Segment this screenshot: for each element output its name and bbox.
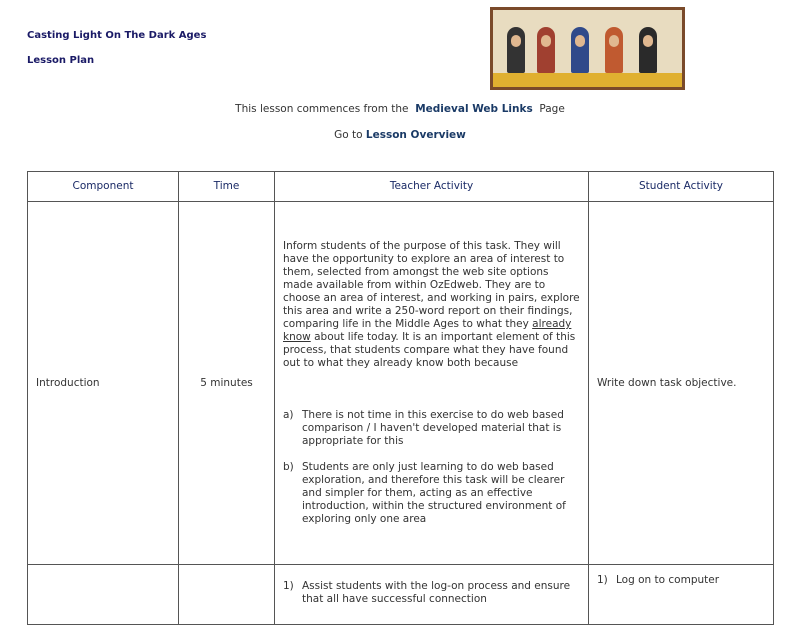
list-marker: 1) [597, 574, 608, 586]
teacher-text: Inform students of the purpose of this task. They will have the opportunity to explore an area of interest to them, selected from amongst the web site options made available from within OzEdweb. They are to choose an area of interest, and working in pairs, explore this area and write a 250-word report on their findings, comparing life in the Middle Ages to what they [283, 240, 580, 330]
list-text: There is not time in this exercise to do web based comparison / I haven't developed material that is appropriate for this [302, 409, 564, 447]
medieval-dancers-image [490, 7, 685, 90]
teacher-text: about life today. It is an important element of this process, that students compare what they have found out to what they already know both because [283, 331, 576, 369]
header-component: Component [28, 172, 179, 202]
list-text: Assist students with the log-on process and ensure that all have successful connection [302, 580, 571, 605]
page-title: Casting Light On The Dark Ages [27, 30, 207, 41]
goto-line [0, 129, 800, 141]
lesson-plan-table [27, 171, 774, 625]
list-marker: 1) [283, 580, 294, 592]
list-item [283, 580, 580, 606]
component-cell [28, 565, 179, 625]
table-header-row [28, 172, 774, 202]
list-item [283, 409, 580, 448]
list-text: Students are only just learning to do web based exploration, and therefore this task will be clearer and simpler for them, acting as an effective introduction, within the structured environment of exploring only one area [302, 461, 566, 525]
medieval-web-links-link[interactable]: Medieval Web Links [415, 103, 533, 115]
list-text: Log on to computer [616, 574, 720, 586]
list-item [597, 574, 765, 587]
underlined-text: already know [283, 318, 572, 343]
intro-prefix: This lesson commences from the [235, 103, 409, 115]
header-time: Time [179, 172, 275, 202]
student-activity-cell: Write down task objective. [589, 202, 774, 565]
table-row [28, 565, 774, 625]
list-item [283, 461, 580, 526]
intro-suffix: Page [539, 103, 565, 115]
teacher-activity-cell [275, 202, 589, 565]
component-cell: Introduction [28, 202, 179, 565]
header-teacher-activity: Teacher Activity [275, 172, 589, 202]
list-marker: b) [283, 461, 294, 473]
time-cell: 5 minutes [179, 202, 275, 565]
time-cell [179, 565, 275, 625]
list-marker: a) [283, 409, 294, 421]
goto-prefix: Go to [334, 129, 363, 141]
teacher-paragraph [283, 240, 580, 370]
student-activity-cell [589, 565, 774, 625]
intro-line [0, 103, 800, 115]
header-student-activity: Student Activity [589, 172, 774, 202]
teacher-activity-cell [275, 565, 589, 625]
table-row [28, 202, 774, 565]
lesson-overview-link[interactable]: Lesson Overview [365, 129, 466, 141]
page-subtitle: Lesson Plan [27, 55, 95, 66]
